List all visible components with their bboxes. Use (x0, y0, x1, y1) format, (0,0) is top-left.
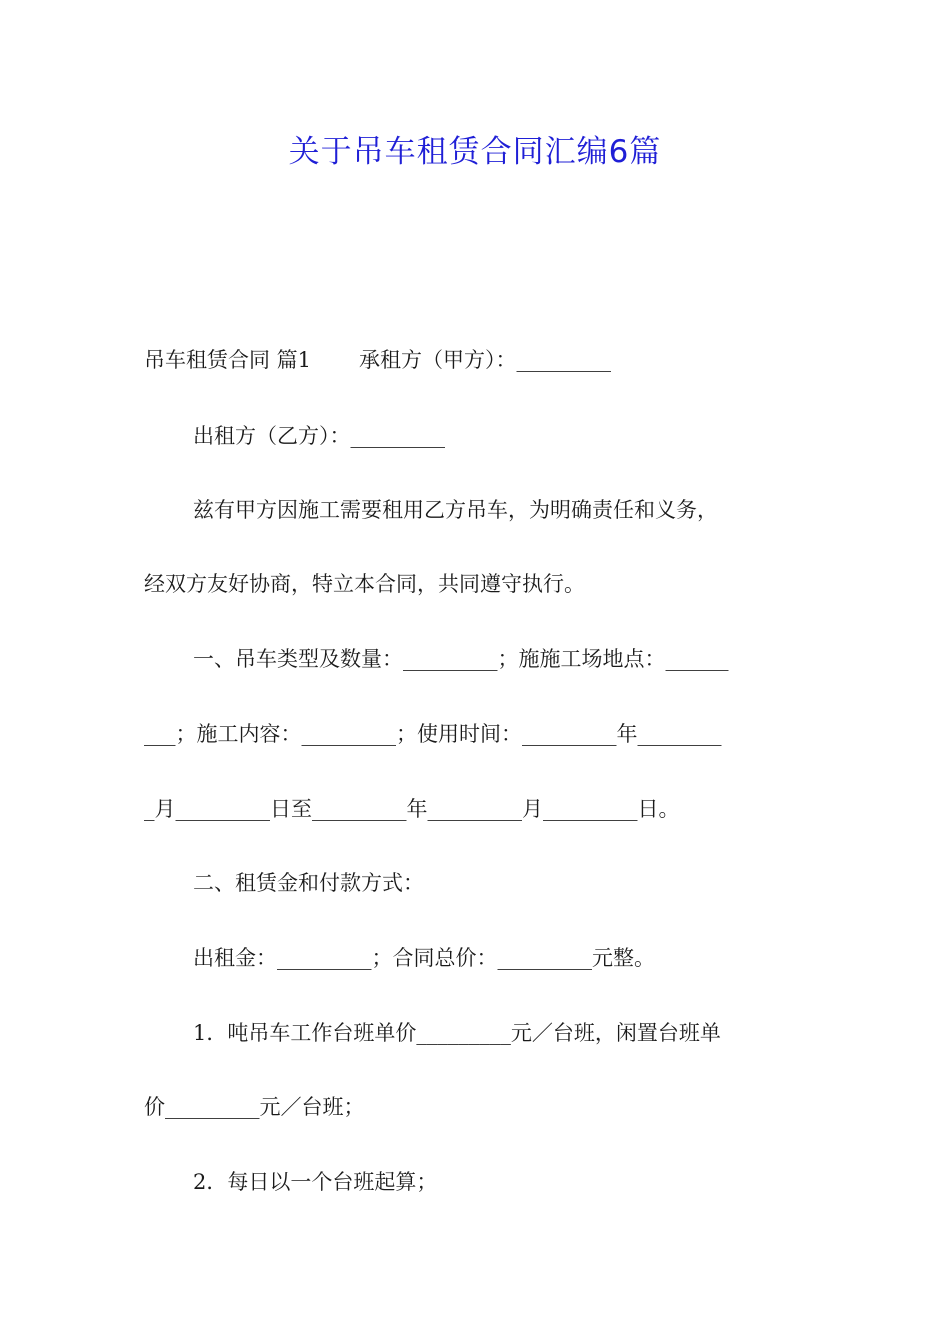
clause-one-line: 一、吊车类型及数量：_________；施施工场地点：______ (193, 647, 729, 671)
clause-one-line: ___；施工内容：_________；使用时间：_________年________ (144, 722, 722, 746)
contract-section-label: 吊车租赁合同 篇1 (144, 348, 312, 372)
paragraph-line: 兹有甲方因施工需要租用乙方吊车，为明确责任和义务， (193, 498, 718, 522)
lessor-field: 出租方（乙方）：_________ (193, 424, 445, 448)
rent-total-line: 出租金：_________；合同总价：_________元整。 (193, 946, 655, 970)
clause-two-heading: 二、租赁金和付款方式： (193, 871, 424, 895)
contract-heading-line (144, 346, 611, 374)
lessee-field: 承租方（甲方）：_________ (359, 348, 612, 372)
document-title: 关于吊车租赁合同汇编6篇 (288, 134, 662, 170)
paragraph-line: 经双方友好协商，特立本合同，共同遵守执行。 (144, 572, 585, 596)
daily-shift-line: 2．每日以一个台班起算； (193, 1170, 438, 1194)
unit-price-line: 价_________元／台班； (144, 1095, 365, 1119)
unit-price-line: 1．吨吊车工作台班单价_________元／台班，闲置台班单 (193, 1021, 721, 1045)
clause-one-line: _月_________日至_________年_________月_________日。 (144, 797, 680, 821)
